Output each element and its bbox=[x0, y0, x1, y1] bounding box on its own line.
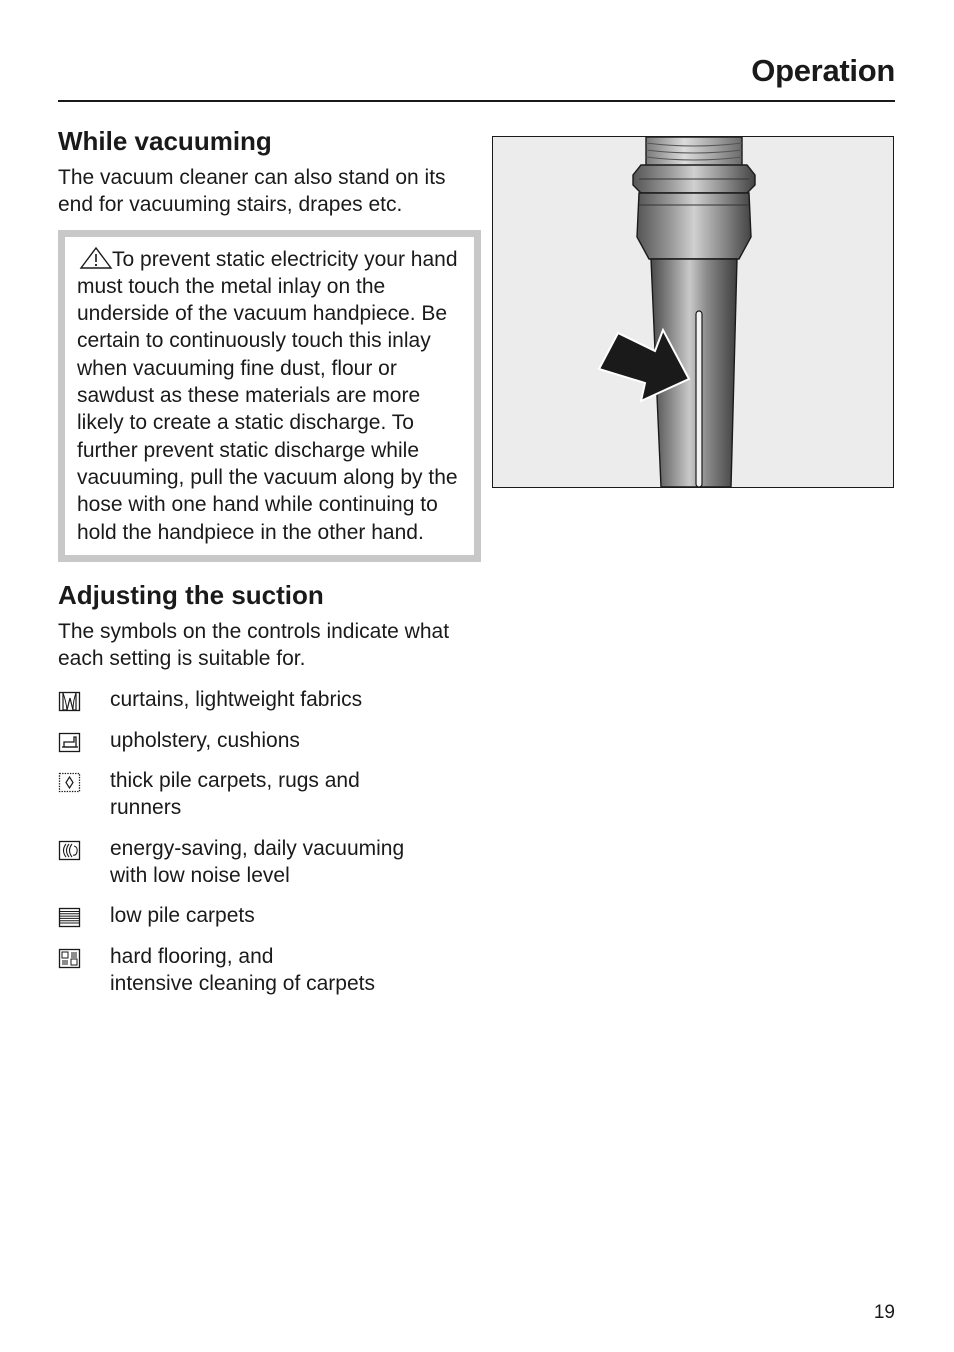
suction-setting-hard-flooring bbox=[58, 943, 468, 998]
suction-setting-energy-saving bbox=[58, 835, 468, 890]
energy-saving-icon bbox=[58, 838, 82, 862]
handpiece-illustration bbox=[492, 136, 894, 488]
suction-setting-label: upholstery, cushions bbox=[110, 728, 300, 752]
upholstery-icon bbox=[58, 730, 82, 754]
suction-setting-label-cont: intensive cleaning of carpets bbox=[110, 971, 375, 995]
adjusting-suction-heading: Adjusting the suction bbox=[58, 579, 324, 610]
while-vacuuming-heading: While vacuuming bbox=[58, 126, 272, 156]
suction-setting-label: energy-saving, daily vacuuming bbox=[110, 836, 405, 860]
curtains-icon bbox=[58, 689, 82, 713]
static-warning-text: To prevent static electricity your hand must touch the metal inlay on the underside of the vacuum handpiece. Be certain to continuously touch this inlay when vacuuming fine dust, flour or sawdust as these materials are more likely to create a static discharge. To further prevent static discharge while vacuuming, pull the vacuum along by the hose with one hand while continuing to hold the handpiece in the other hand. bbox=[77, 247, 458, 544]
handpiece-drawing bbox=[493, 137, 893, 487]
suction-setting-label-cont: with low noise level bbox=[110, 863, 290, 887]
suction-setting-thick-pile bbox=[58, 767, 468, 822]
suction-setting-label: low pile carpets bbox=[110, 904, 255, 928]
suction-setting-label: hard flooring, and bbox=[110, 944, 274, 968]
hard-flooring-icon bbox=[58, 946, 82, 970]
adjusting-suction-intro: The symbols on the controls indicate what each setting is suitable for. bbox=[58, 619, 450, 671]
page-title: Operation bbox=[751, 53, 895, 88]
page-header bbox=[58, 50, 895, 102]
section-adjusting-suction bbox=[58, 576, 468, 997]
suction-setting-curtains bbox=[58, 686, 468, 713]
suction-settings-list bbox=[58, 686, 468, 997]
suction-setting-label-cont: runners bbox=[110, 796, 182, 820]
low-pile-carpet-icon bbox=[58, 905, 82, 929]
static-warning-box bbox=[58, 230, 481, 562]
suction-setting-upholstery bbox=[58, 727, 468, 754]
left-column bbox=[58, 122, 468, 1010]
suction-setting-label: thick pile carpets, rugs and bbox=[110, 769, 360, 793]
warning-triangle-icon bbox=[77, 247, 113, 269]
section-while-vacuuming bbox=[58, 122, 468, 562]
page-number: 19 bbox=[873, 1302, 895, 1323]
suction-setting-low-pile bbox=[58, 902, 468, 929]
while-vacuuming-intro: The vacuum cleaner can also stand on its end for vacuuming stairs, drapes etc. bbox=[58, 166, 446, 217]
thick-pile-carpet-icon bbox=[58, 770, 82, 794]
suction-setting-label: curtains, lightweight fabrics bbox=[110, 688, 363, 712]
